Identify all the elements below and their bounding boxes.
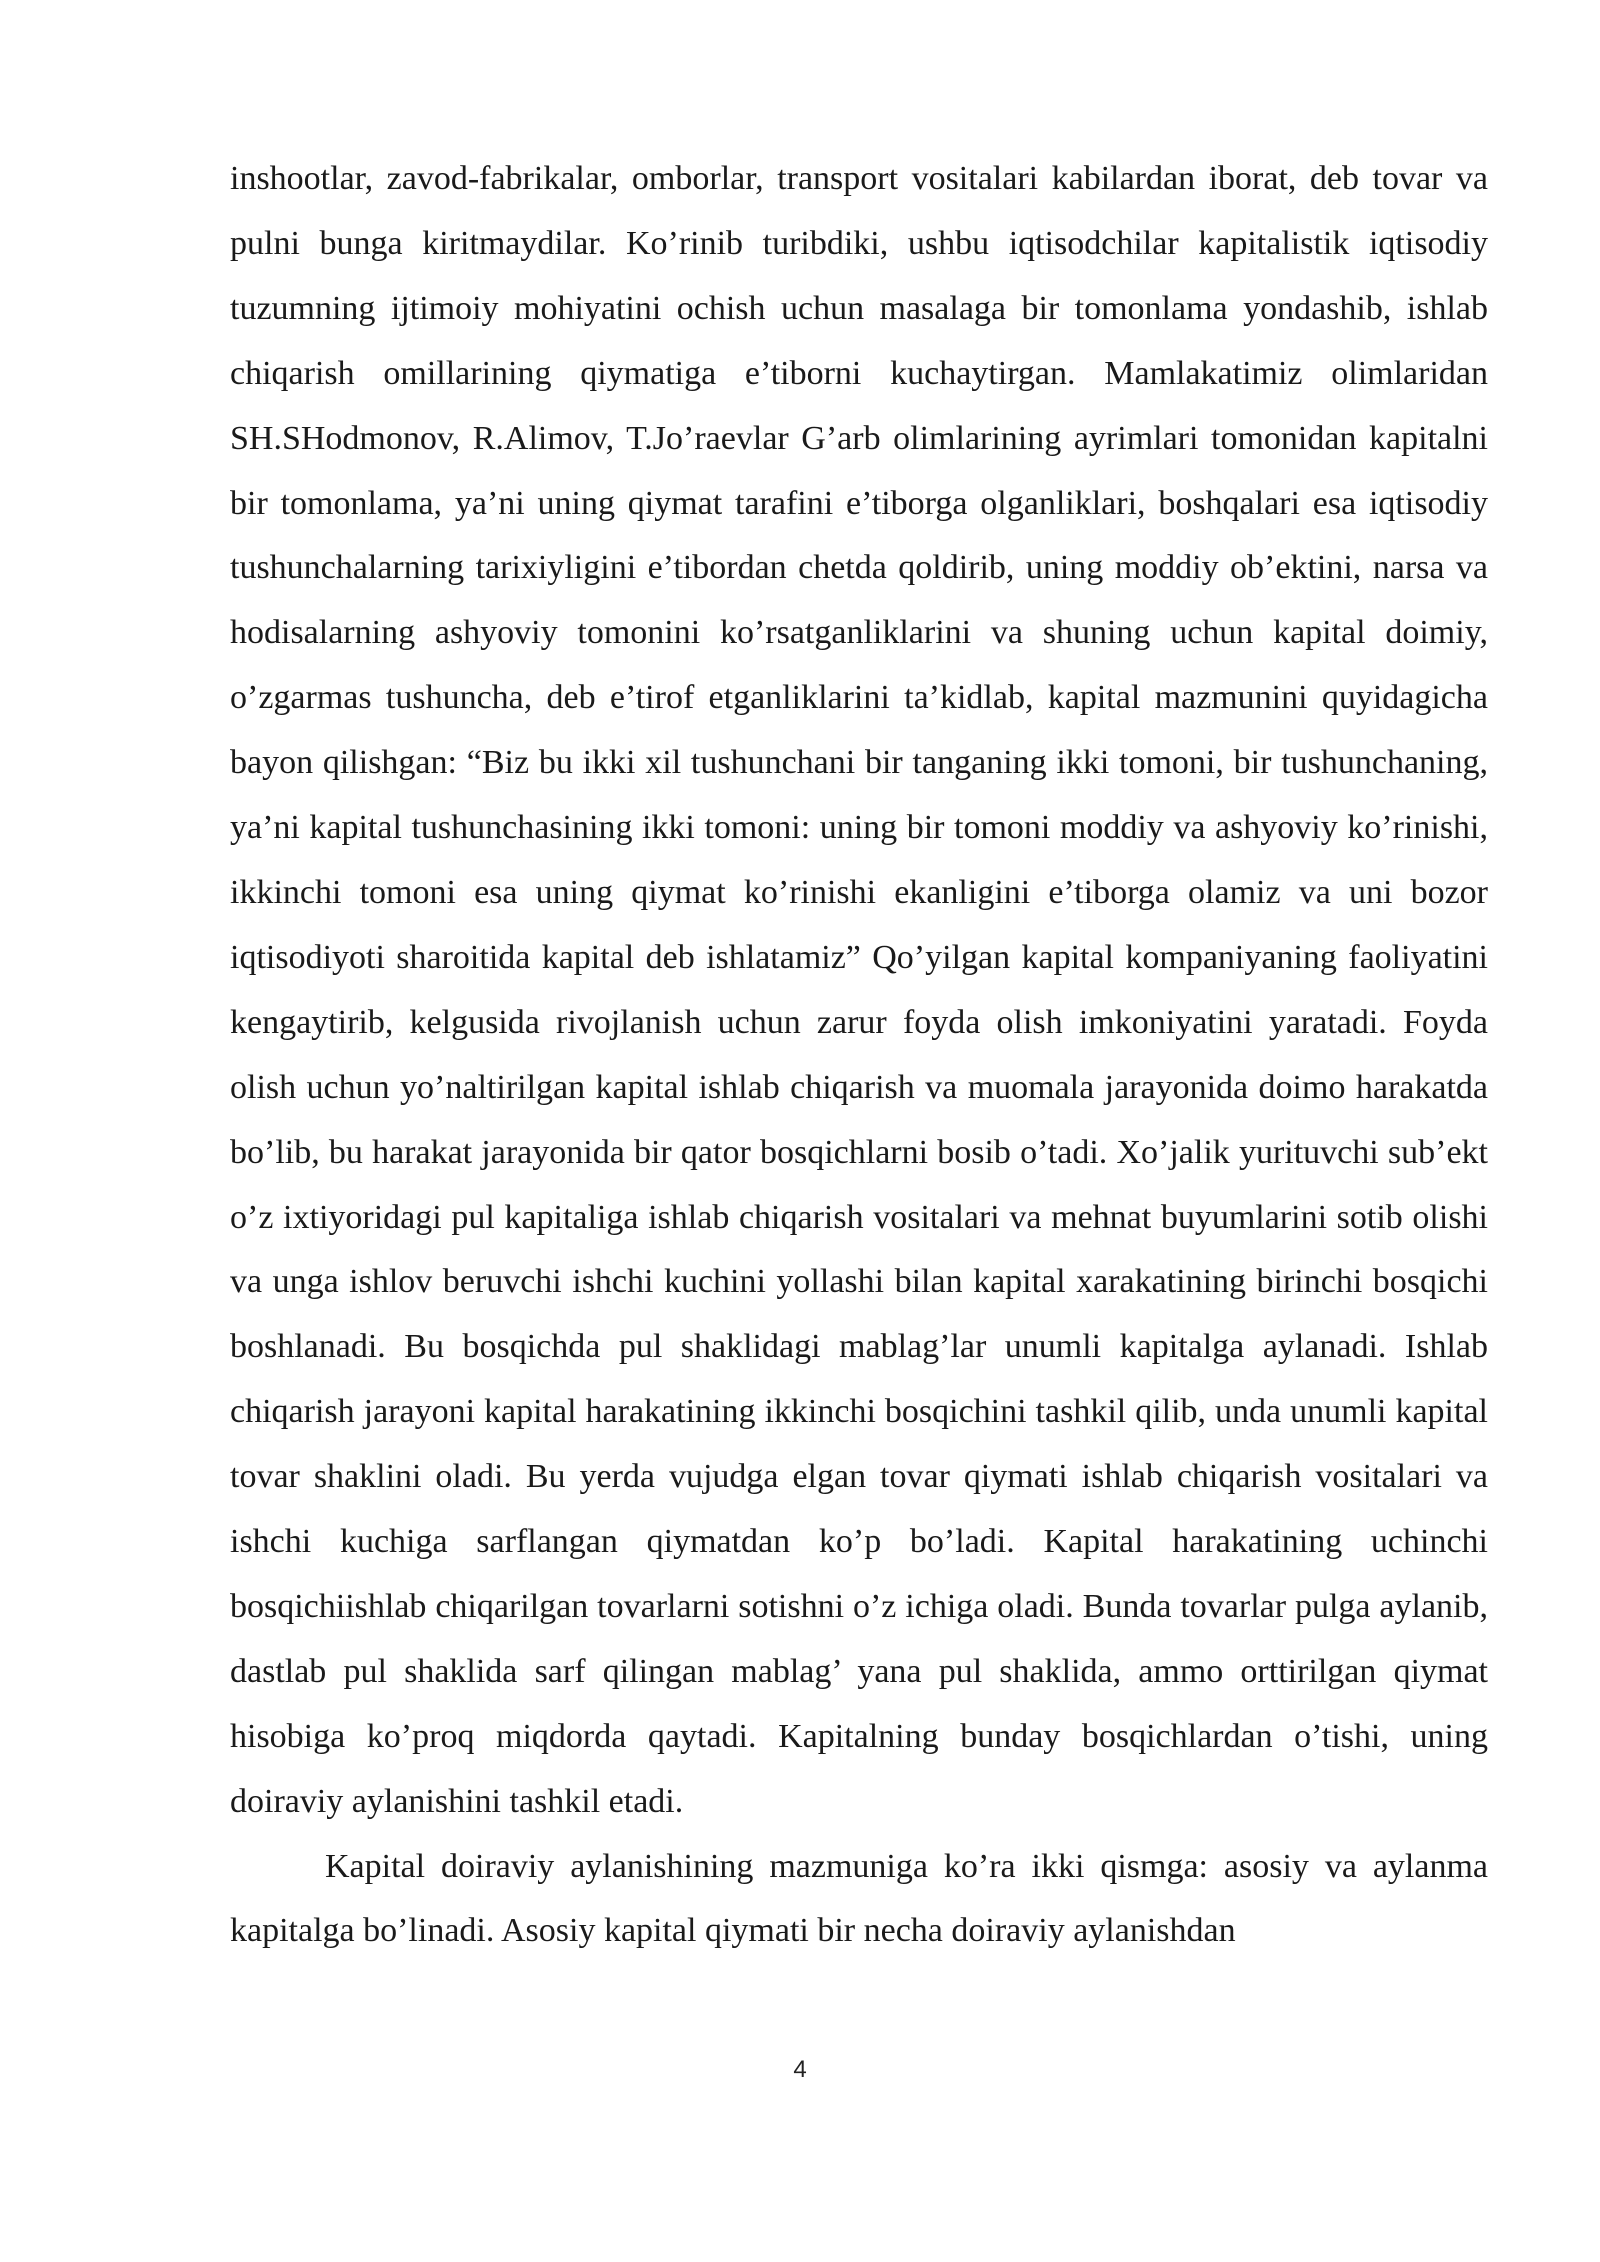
- paragraph-1: inshootlar, zavod-fabrikalar, omborlar, transport vositalari kabilardan iborat, deb tovar va pulni bunga kiritmaydilar. Ko’rinib turibdiki, ushbu iqtisodchilar kapitalistik iqtisodiy tuzumning ijtimoiy mohiyatini ochish uchun masalaga bir tomonlama yondashib, ishlab chiqarish omillarining qiymatiga e’tiborni kuchaytirgan. Mamlakatimiz olimlaridan SH.SHodmonov, R.Alimov, T.Jo’raevlar G’arb olimlarining ayrimlari tomonidan kapitalni bir tomonlama, ya’ni uning qiymat tarafini e’tiborga olganliklari, boshqalari esa iqtisodiy tushunchalarning tarixiyligini e’tibordan chetda qoldirib, uning moddiy ob’ektini, narsa va hodisalarning ashyoviy tomonini ko’rsatganliklarini va shuning uchun kapital doimiy, o’zgarmas tushuncha, deb e’tirof etganliklarini ta’kidlab, kapital mazmunini quyidagicha bayon qilishgan: “Biz bu ikki xil tushunchani bir tanganing ikki tomoni, bir tushunchaning, ya’ni kapital tushunchasining ikki tomoni: uning bir tomoni moddiy va ashyoviy ko’rinishi, ikkinchi tomoni esa uning qiymat ko’rinishi ekanligini e’tiborga olamiz va uni bozor iqtisodiyoti sharoitida kapital deb ishlatamiz” Qo’yilgan kapital kompaniyaning faoliyatini kengaytirib, kelgusida rivojlanish uchun zarur foyda olish imkoniyatini yaratadi. Foyda olish uchun yo’naltirilgan kapital ishlab chiqarish va muomala jarayonida doimo harakatda bo’lib, bu harakat jarayonida bir qator bosqichlarni bosib o’tadi. Xo’jalik yurituvchi sub’ekt o’z ixtiyoridagi pul kapitaliga ishlab chiqarish vositalari va mehnat buyumlarini sotib olishi va unga ishlov beruvchi ishchi kuchini yollashi bilan kapital xarakatining birinchi bosqichi boshlanadi. Bu bosqichda pul shaklidagi mablag’lar unumli kapitalga aylanadi. Ishlab chiqarish jarayoni kapital harakatining ikkinchi bosqichini tashkil qilib, unda unumli kapital tovar shaklini oladi. Bu yerda vujudga elgan tovar qiymati ishlab chiqarish vositalari va ishchi kuchiga sarflangan qiymatdan ko’p bo’ladi. Kapital harakatining uchinchi bosqichiishlab chiqarilgan tovarlarni sotishni o’z ichiga oladi. Bunda tovarlar pulga aylanib, dastlab pul shaklida sarf qilingan mablag’ yana pul shaklida, ammo orttirilgan qiymat hisobiga ko’proq miqdorda qaytadi. Kapitalning bunday bosqichlardan o’tishi, uning doiraviy aylanishini tashkil etadi.: [230, 160, 1488, 1820]
- paragraph-2: Kapital doiraviy aylanishining mazmuniga ko’ra ikki qismga: asosiy va aylanma kapitalga bo’linadi. Asosiy kapital qiymati bir necha doiraviy aylanishdan: [230, 1847, 1488, 1950]
- document-body: [230, 147, 1488, 1964]
- page-number: 4: [793, 2056, 807, 2083]
